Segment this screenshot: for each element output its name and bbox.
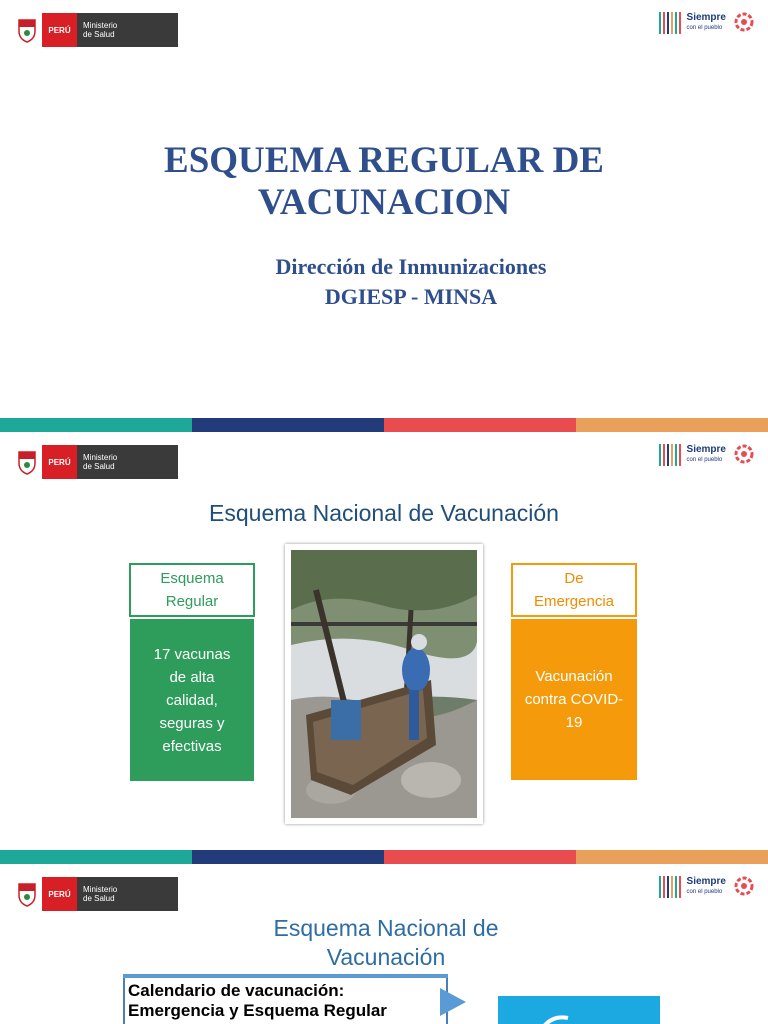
con-el-pueblo: con el pueblo [686,889,723,895]
ministry-line-2: de Salud [83,894,115,903]
coat-of-arms-icon [12,13,42,47]
bicentenario-icon [732,876,756,898]
siempre-text [687,877,726,897]
subtitle-line-2: DGIESP - MINSA [324,284,498,309]
peru-label: PERÚ [42,877,77,911]
minsa-logo [12,13,178,47]
siempre-text [687,445,726,465]
calendar-callout [123,974,448,1024]
ministry-name [77,877,178,911]
title-line-2: VACUNACION [257,182,511,223]
callout-arrow-bar [123,974,448,978]
ministry-name [77,445,178,479]
coat-of-arms-icon [12,877,42,911]
callout-line-1: Calendario de vacunación: [128,981,345,1000]
esquema-regular-body [130,619,254,781]
color-stripe [0,418,768,432]
body-line: de alta [169,668,215,686]
ministry-name [77,13,178,47]
subtitle-line-1: Dirección de Inmunizaciones [275,254,547,279]
blue-image-card [498,996,660,1024]
peru-label: PERÚ [42,13,77,47]
title-line-1: ESQUEMA REGULAR DE [164,140,604,181]
label-line-1: De [564,570,584,587]
de-emergencia-body [511,619,637,780]
bicentenario-icon [732,12,756,34]
arrow-right-icon [440,988,466,1016]
siempre-logo [659,444,756,466]
body-line: calidad, [166,691,218,709]
siempre-text [687,13,726,33]
slide-2 [0,432,768,864]
bicentenario-logo [732,444,756,466]
slide-title [0,914,768,972]
river-crossing-image [291,550,477,818]
slide-title: Esquema Nacional de Vacunación [209,500,559,526]
siempre-logo [659,12,756,34]
color-stripe [0,850,768,864]
siempre-word: Siempre [686,12,726,23]
bicentenario-logo [732,12,756,34]
body-line: seguras y [159,714,225,732]
syringe-icon [498,996,660,1024]
body-line: efectivas [162,737,222,755]
label-line-2: Regular [165,593,219,610]
ministry-line-1: Ministerio [83,885,118,894]
harp-strings-icon [659,12,681,34]
esquema-regular-label [129,563,255,617]
bicentenario-logo [732,876,756,898]
body-line: 19 [565,714,583,731]
title-line-2: Vacunación [326,944,446,970]
callout-line-2: Emergencia y Esquema Regular [128,1001,387,1020]
ministry-line-2: de Salud [83,30,115,39]
ministry-line-1: Ministerio [83,453,118,462]
label-line-1: Esquema [160,570,224,587]
label-line-2: Emergencia [533,593,615,610]
body-line: contra COVID- [524,691,624,708]
siempre-word: Siempre [686,444,726,455]
con-el-pueblo: con el pueblo [686,457,723,463]
harp-strings-icon [659,876,681,898]
coat-of-arms-icon [12,445,42,479]
de-emergencia-label [511,563,637,617]
body-line: Vacunación [535,668,613,685]
slide-1 [0,0,768,432]
harp-strings-icon [659,444,681,466]
ministry-line-1: Ministerio [83,21,118,30]
minsa-logo [12,445,178,479]
con-el-pueblo: con el pueblo [686,25,723,31]
slide-subtitle [226,252,596,312]
peru-label: PERÚ [42,445,77,479]
siempre-word: Siempre [686,876,726,887]
title-line-1: Esquema Nacional de [273,915,499,941]
slide-title [0,140,768,224]
minsa-logo [12,877,178,911]
body-line: 17 vacunas [153,645,231,663]
vaccination-photo [285,544,483,824]
bicentenario-icon [732,444,756,466]
siempre-logo [659,876,756,898]
slide-3 [0,864,768,1024]
ministry-line-2: de Salud [83,462,115,471]
